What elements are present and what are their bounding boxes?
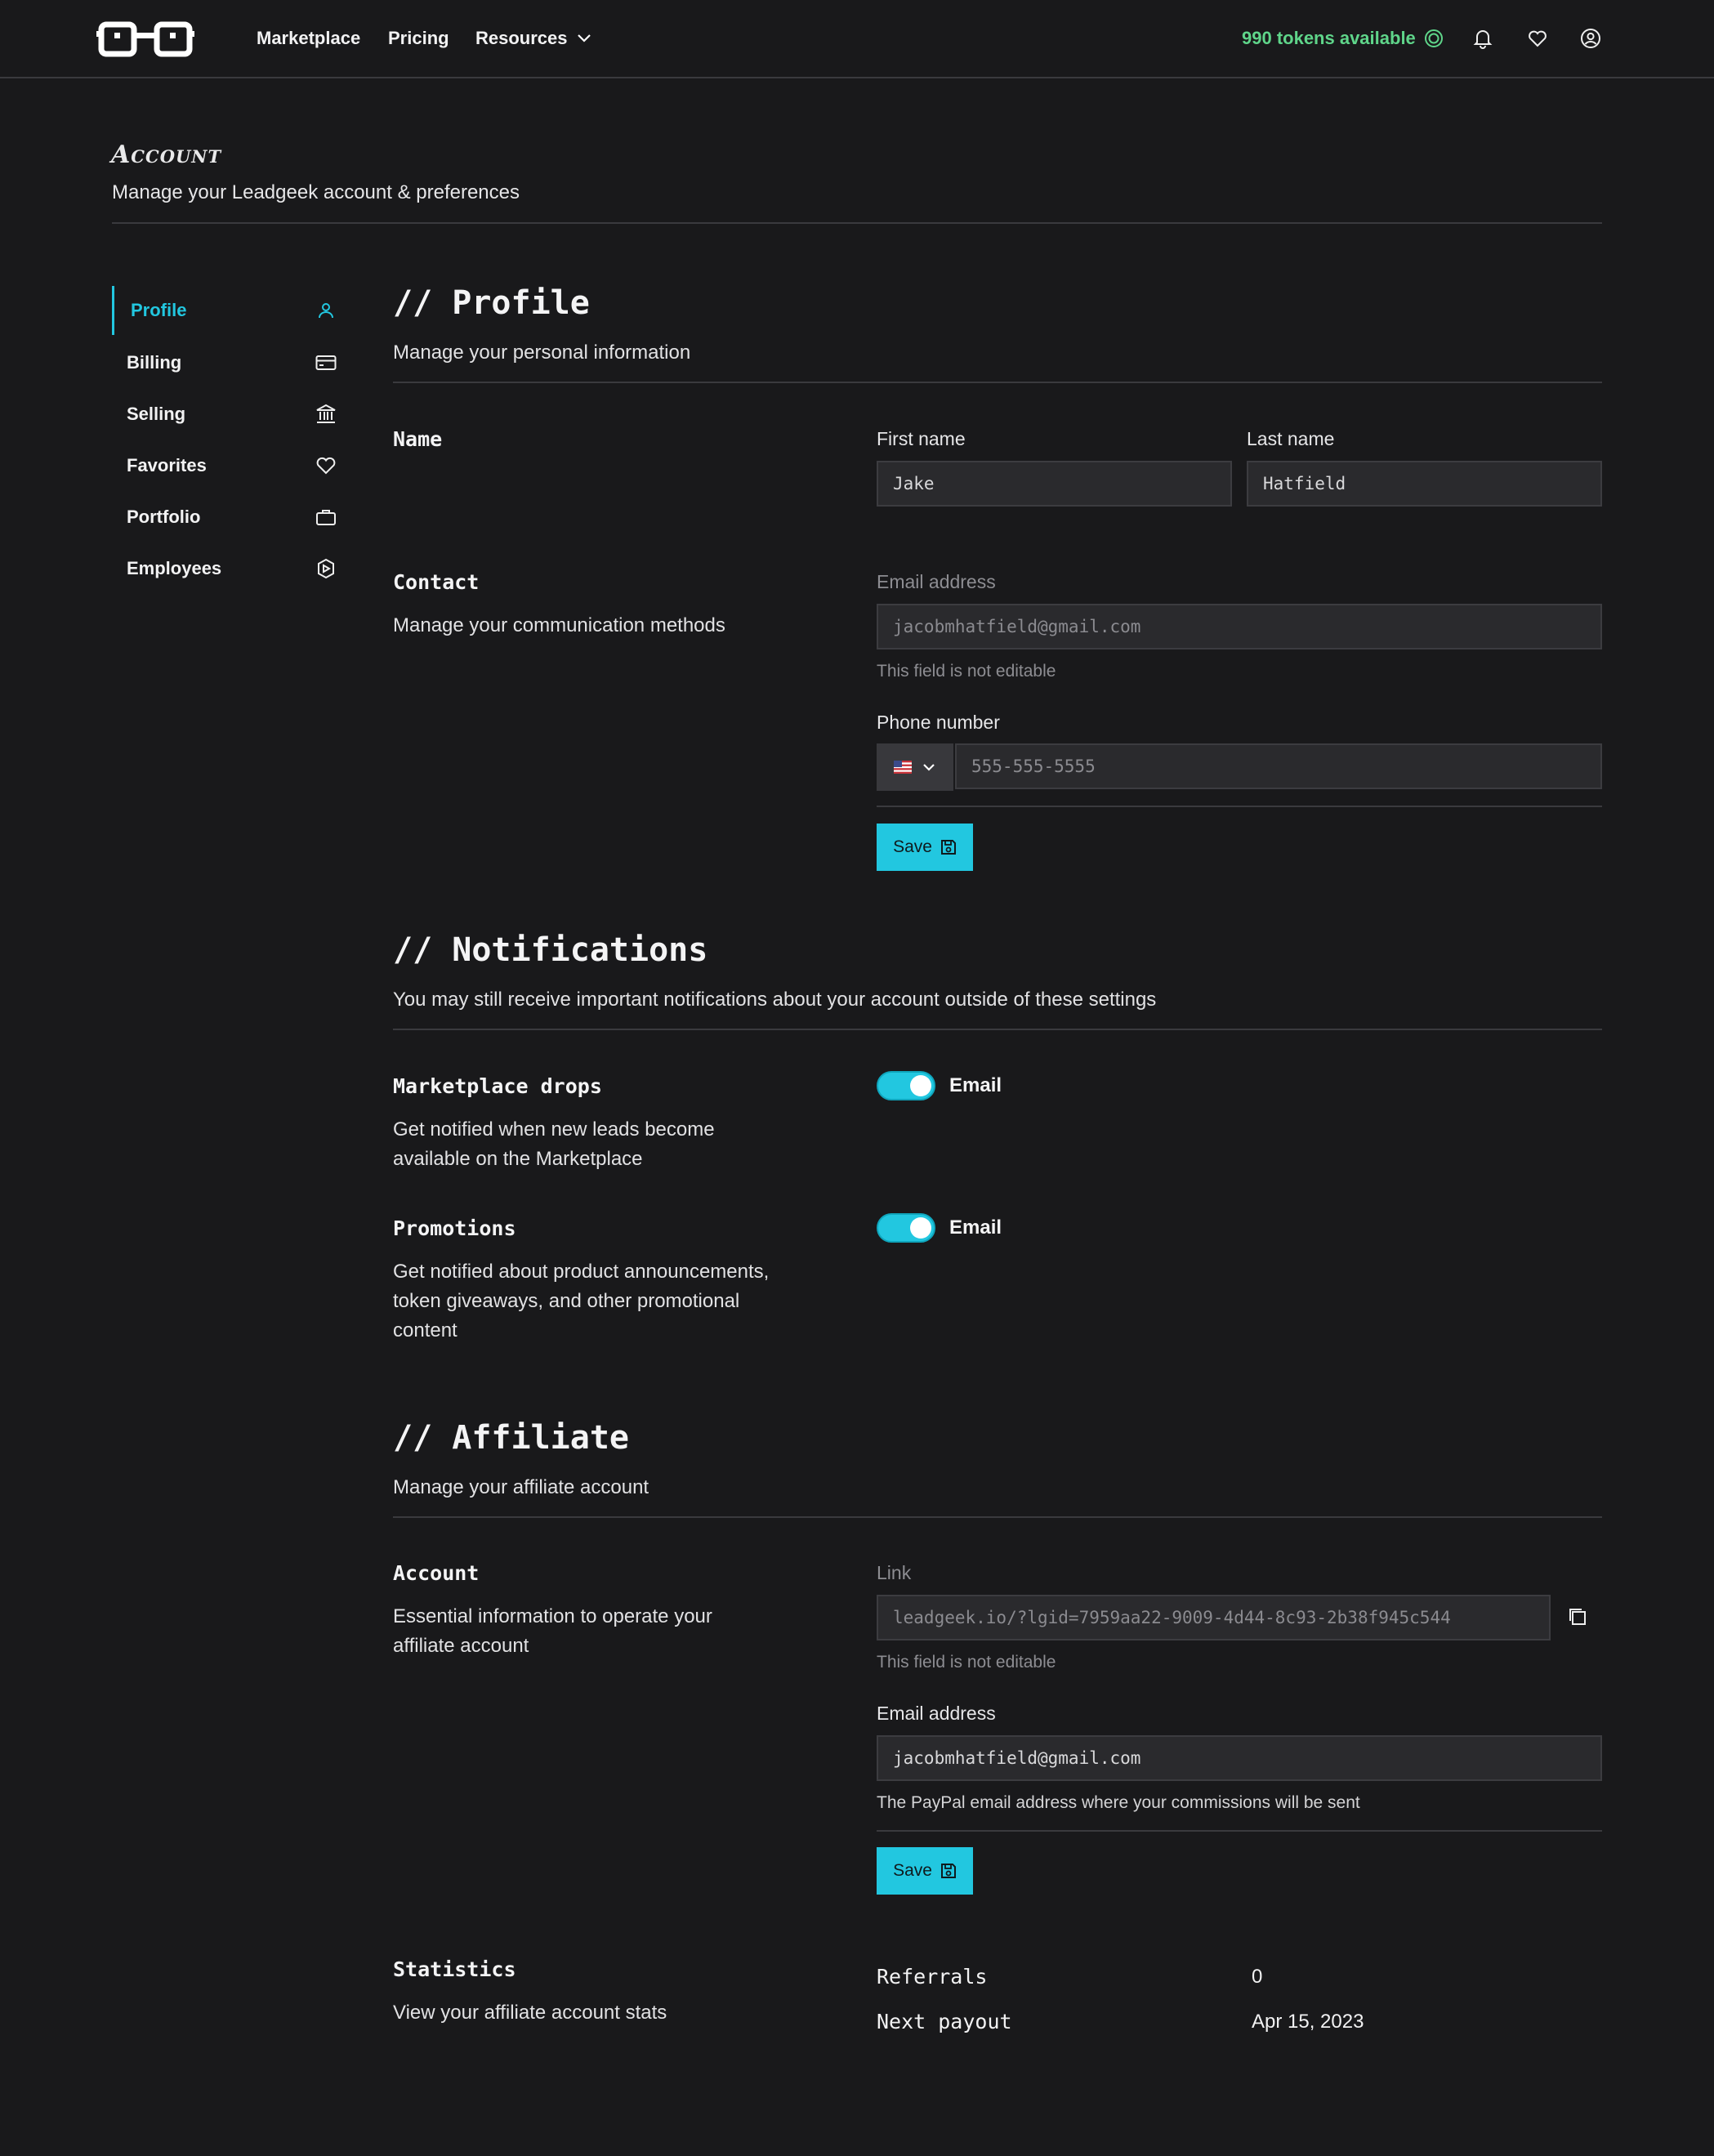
first-name-label: First name — [877, 428, 966, 449]
referrals-label: Referrals — [877, 1965, 988, 1989]
credit-card-icon — [315, 351, 337, 374]
marketplace-drops-title: Marketplace drops — [393, 1074, 602, 1098]
badge-icon — [315, 557, 337, 580]
email-input: jacobmhatfield@gmail.com — [877, 604, 1602, 649]
email-label: Email address — [877, 571, 996, 592]
bell-icon[interactable] — [1471, 26, 1495, 51]
marketplace-drops-email-toggle[interactable] — [877, 1071, 935, 1100]
profile-section-subtitle: Manage your personal information — [393, 341, 691, 364]
sidebar-item-favorites[interactable] — [112, 441, 337, 490]
divider — [877, 1830, 1602, 1832]
toggle-knob — [910, 1075, 931, 1096]
sidebar-item-profile[interactable] — [112, 286, 337, 335]
sidebar-item-portfolio[interactable] — [112, 493, 337, 542]
affiliate-section-title: // Affiliate — [393, 1419, 629, 1457]
marketplace-drops-toggle-label: Email — [949, 1074, 1002, 1096]
chevron-down-icon — [576, 33, 592, 44]
first-name-input[interactable]: Jake — [877, 461, 1232, 507]
chevron-down-icon — [922, 762, 936, 772]
next-payout-label: Next payout — [877, 2010, 1012, 2033]
statistics-description: View your affiliate account stats — [393, 2002, 667, 2024]
affiliate-account-title: Account — [393, 1561, 480, 1585]
nav-pricing[interactable]: Pricing — [388, 28, 449, 48]
heart-icon — [315, 454, 337, 477]
referrals-value: 0 — [1252, 1966, 1263, 1988]
profile-section-title: // Profile — [393, 284, 590, 322]
sidebar-item-selling[interactable] — [112, 390, 337, 439]
sidebar-item-label: Employees — [127, 558, 222, 578]
affiliate-email-hint: The PayPal email address where your commissions will be sent — [877, 1793, 1360, 1812]
country-code-select[interactable] — [877, 743, 953, 791]
divider — [112, 222, 1602, 224]
marketplace-drops-description: Get notified when new leads become available on the Marketplace — [393, 1118, 715, 1170]
next-payout-value: Apr 15, 2023 — [1252, 2011, 1364, 2033]
affiliate-account-description: Essential information to operate your affiliate account — [393, 1605, 712, 1657]
user-icon — [315, 299, 337, 322]
page-title: Account — [111, 141, 222, 169]
logo-glasses-icon[interactable] — [96, 20, 194, 59]
copy-icon[interactable] — [1567, 1606, 1588, 1627]
nav-resources[interactable] — [475, 28, 592, 49]
us-flag-icon — [894, 761, 912, 774]
sidebar-item-label: Selling — [127, 404, 186, 424]
name-group-title: Name — [393, 427, 443, 451]
affiliate-link-input: leadgeek.io/?lgid=7959aa22-9009-4d44-8c93-2b38f945c544 — [877, 1595, 1551, 1640]
last-name-label: Last name — [1247, 428, 1335, 449]
save-button-label: Save — [893, 837, 932, 856]
promotions-email-toggle[interactable] — [877, 1213, 935, 1243]
affiliate-link-label: Link — [877, 1562, 912, 1583]
user-circle-icon[interactable] — [1578, 26, 1603, 51]
sidebar-item-employees[interactable] — [112, 544, 337, 593]
floppy-disk-icon — [940, 1863, 957, 1879]
profile-save-button[interactable] — [877, 824, 973, 871]
divider — [393, 1029, 1602, 1030]
phone-label: Phone number — [877, 712, 1000, 733]
notifications-section-subtitle: You may still receive important notifications about your account outside of these settings — [393, 989, 1157, 1011]
sidebar-item-label: Portfolio — [127, 507, 201, 527]
divider — [393, 1516, 1602, 1518]
bank-icon — [315, 403, 337, 426]
affiliate-email-input[interactable]: jacobmhatfield@gmail.com — [877, 1735, 1602, 1781]
top-navigation — [0, 0, 1714, 78]
email-hint: This field is not editable — [877, 662, 1056, 681]
tokens-indicator[interactable] — [1242, 28, 1444, 49]
affiliate-link-hint: This field is not editable — [877, 1653, 1056, 1672]
nav-resources-label: Resources — [475, 28, 568, 48]
affiliate-save-button[interactable] — [877, 1847, 973, 1895]
sidebar-item-label: Favorites — [127, 455, 207, 475]
briefcase-icon — [315, 506, 337, 529]
statistics-title: Statistics — [393, 1957, 516, 1981]
save-button-label: Save — [893, 1861, 932, 1880]
divider — [877, 806, 1602, 807]
promotions-description: Get notified about product announcements, token giveaways, and other promotional content — [393, 1261, 770, 1341]
nav-marketplace[interactable]: Marketplace — [257, 28, 361, 48]
tokens-label: 990 tokens available — [1242, 28, 1416, 48]
affiliate-section-subtitle: Manage your affiliate account — [393, 1476, 649, 1498]
sidebar-item-label: Profile — [131, 300, 187, 320]
notifications-section-title: // Notifications — [393, 931, 708, 969]
heart-icon[interactable] — [1525, 26, 1550, 51]
divider — [393, 382, 1602, 383]
sidebar-item-label: Billing — [127, 352, 182, 373]
floppy-disk-icon — [940, 839, 957, 855]
toggle-knob — [910, 1217, 931, 1239]
contact-group-description: Manage your communication methods — [393, 614, 725, 636]
sidebar-item-billing[interactable] — [112, 338, 337, 387]
contact-group-title: Contact — [393, 570, 480, 594]
token-coin-icon — [1424, 29, 1444, 48]
last-name-input[interactable]: Hatfield — [1247, 461, 1602, 507]
affiliate-email-label: Email address — [877, 1703, 996, 1724]
page-subtitle: Manage your Leadgeek account & preferences — [112, 181, 520, 203]
promotions-toggle-label: Email — [949, 1216, 1002, 1239]
phone-input[interactable]: 555-555-5555 — [955, 743, 1602, 789]
promotions-title: Promotions — [393, 1216, 516, 1240]
